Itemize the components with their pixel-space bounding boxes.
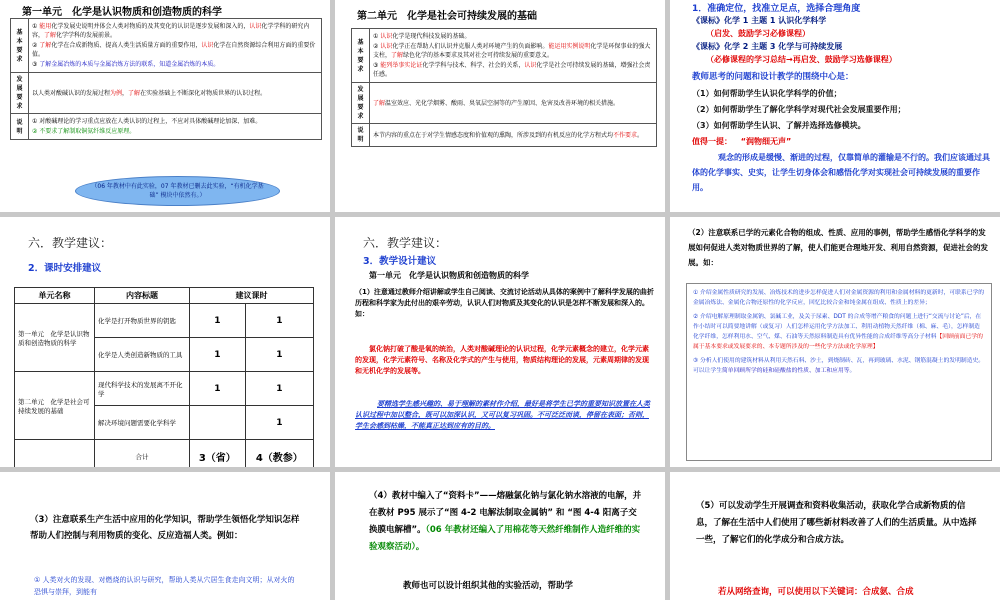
requirement-item: [32, 60, 318, 69]
requirement-text: 认识: [201, 42, 214, 49]
example-text: 【回顾前面已学的属于基本要求或发展要求的、本专题所涉及的一些化学方法或化学原理】: [693, 334, 983, 350]
paragraph-2: 要精选学生感兴趣的、易于理解的素材作介绍，最好是将学生已学的重要知识放置在人类认识过程中加以整合，既可以加深认识，又可以复习巩固。不可泛泛而谈，停留在表面；否则，学生会感到枯燥，不能真正达到应有的目的。: [355, 400, 650, 430]
requirement-text: 化学发展史说明并体会人类对物质的及其变化的认识是逐步发展和深入的，: [51, 23, 250, 30]
requirement-row: [11, 19, 322, 73]
note-ellipse: （06 年教材中有此实验，07 年教材已删去此实验，“有机化学基础” 模块中依然有。）: [75, 176, 280, 206]
row-label: 基本要求: [11, 19, 29, 73]
row-label: 发展要求: [11, 73, 29, 114]
row-content: [29, 19, 322, 73]
heading: 1．准确定位，找准立足点，选择合理角度: [692, 4, 861, 14]
requirement-item: [32, 89, 318, 98]
paragraph-1: [369, 488, 644, 556]
requirement-text: 了解: [391, 52, 404, 59]
note-quote: “润物细无声”: [740, 137, 792, 146]
requirement-item: [373, 99, 653, 108]
requirement-text: 化学学科的发展前景。: [56, 32, 117, 39]
requirement-item: [32, 127, 318, 136]
slide-schedule[interactable]: [0, 217, 330, 467]
curriculum-line: 《课标》化学 2 主题 3 化学与可持续发展: [692, 42, 843, 51]
requirement-text: 化学是环保事业的强大支柱，: [373, 43, 651, 59]
row-content: [29, 114, 322, 140]
requirement-text: 了解: [44, 32, 57, 39]
topic-cell: 化学是打开物质世界的钥匙: [95, 304, 190, 338]
requirement-text: 化学学科与技术、科学、社会的关系，: [422, 62, 525, 69]
requirement-item: [32, 22, 318, 40]
requirements-table: [10, 18, 322, 140]
slide-positioning[interactable]: [670, 0, 1000, 212]
question-item: （3）如何帮助学生认识、了解并选择选修模块。: [692, 121, 866, 130]
topic-cell: 现代科学技术的发展离不开化学: [95, 372, 190, 406]
question-list: [692, 86, 906, 134]
example-item: [693, 356, 985, 376]
empty-cell: [15, 440, 95, 468]
paragraph-1-red: 氯化钠打破了酸是氧的统治，人类对酸碱理论的认识过程，化学元素概念的建立，化学元素的发现，化学元素符号、名称及化学式的产生与使用，物质结构理论的发展，元素周期律的发现和无机化学的发展等。: [355, 345, 649, 375]
unit-title: 第二单元 化学是社会可持续发展的基础: [357, 11, 537, 22]
topic-cell: 化学是人类创造新物质的工具: [95, 338, 190, 372]
curriculum-lines: [692, 14, 897, 66]
example-text: 。: [849, 368, 856, 374]
paragraph-1-green: （06 年教材还编入了用棉花等天然纤维制作人造纤维的实验观察活动）。: [369, 525, 641, 552]
slide-survey-activity[interactable]: [670, 472, 1000, 600]
slide-design-advice[interactable]: [335, 217, 665, 467]
paragraph-2: 教师也可以设计组织其他的实验活动，帮助学: [403, 581, 574, 591]
hours-cell: 1: [190, 372, 246, 406]
requirement-text: 在实验基础上不断深化对物质世界的认识过程。: [140, 89, 267, 97]
paragraph-2: 若从网络查询，可以使用以下关键词：合成氨、合成: [718, 587, 914, 597]
table-row: [15, 372, 314, 406]
requirement-text: ③: [32, 61, 40, 68]
requirement-item: [32, 117, 318, 126]
row-label: 发展要求: [352, 83, 370, 124]
unit-title: 第一单元 化学是认识物质和创造物质的科学: [22, 7, 222, 18]
slide-production-life[interactable]: [0, 472, 330, 600]
requirement-item: [373, 131, 653, 140]
topic-cell: 解决环境问题需要化学科学: [95, 406, 190, 440]
requirement-text: ①: [32, 23, 40, 30]
paragraph-1: （5）可以发动学生开展调查和资料收集活动，获取化学合成新物质的信息，了解在生活中人们使用了哪些新材料改善了人们的生活质量。从中选择一些，了解它们的化学成分和合成方法。: [696, 501, 977, 545]
requirement-row: [352, 83, 657, 124]
question-item: （1）如何帮助学生认识化学科学的价值；: [692, 89, 842, 98]
hours-cell: 1: [245, 406, 313, 440]
row-content: [370, 124, 657, 147]
subsection-title: 2．课时安排建议: [28, 263, 102, 274]
requirement-text: 化学正在帮助人们认识并克服人类对环境产生的负面影响。: [392, 43, 549, 50]
paragraph-1: （3）注意联系生产生活中应用的化学知识，帮助学生领悟化学知识怎样帮助人们控制与利用物质的变化、反应造福人类。例如：: [30, 515, 300, 541]
requirement-text: 化学在合成新物质、提高人类生活质量方面的重要作用，: [51, 42, 202, 49]
requirement-text: ① 对酸碱理论的学习重点应放在人类认识的过程上，不应对具体酸碱理论加深、加难。: [32, 118, 262, 125]
requirement-text: 为例: [110, 89, 123, 97]
requirement-text: 了解: [39, 42, 52, 49]
example-text: 简单回顾所学的硅和硅酸盐的性质、加工和应用等: [722, 368, 850, 374]
total-hours-a: 3（省）: [190, 440, 246, 468]
note-label-line: [692, 136, 791, 147]
hours-cell: 1: [245, 372, 313, 406]
requirement-text: 了解金属冶炼的本质与金属冶炼方法的联系，知道金属冶炼的本质。: [39, 61, 220, 68]
question-item: （2）如何帮助学生了解化学科学对现代社会发展重要作用；: [692, 105, 906, 114]
requirement-text: 能运用实例说明: [548, 43, 591, 50]
requirement-text: 了解: [128, 89, 141, 97]
schedule-table: [14, 287, 314, 467]
focus-line: 教师思考的问题和设计教学的围绕中心是：: [692, 72, 854, 82]
requirement-text: 化学是现代科技发展的基础。: [392, 33, 471, 40]
requirement-row: [11, 73, 322, 114]
requirement-text: 了解: [373, 99, 386, 107]
slide-textbook-data-card[interactable]: [335, 472, 665, 600]
section-title: 六．教学建议：: [363, 236, 448, 250]
hours-cell: [190, 406, 246, 440]
requirement-text: 化学学科的研究内容，: [32, 23, 310, 39]
requirement-item: [373, 61, 653, 79]
unit-name-cell: 第二单元 化学是社会可持续发展的基础: [15, 372, 95, 440]
requirement-text: ②: [32, 42, 40, 49]
curriculum-line: 《课标》化学 1 主题 1 认识化学科学: [692, 16, 827, 25]
unit-title: 第一单元 化学是认识物质和创造物质的科学: [369, 270, 529, 280]
note-label: 值得一提：: [692, 137, 732, 146]
header-row: [15, 288, 314, 304]
requirement-item: [373, 32, 653, 41]
subsection-title: 3．教学设计建议: [363, 256, 437, 267]
hours-cell: 1: [190, 304, 246, 338]
total-hours-b: 4（教参）: [245, 440, 313, 468]
requirement-text: 不作要求: [613, 131, 638, 139]
requirement-text: 温室效应、光化学烟雾、酸雨、臭氧层空洞等的产生原因、危害及改善环境的相关措施。: [385, 99, 620, 107]
requirement-text: 化学在自然资源综合利用方面的重要价值。: [32, 42, 316, 58]
example-text: ③ 分析人们使用的建筑材料从利用天然石料、沙土，到烧制砖、瓦，再到玻璃、水泥、钢筋混凝土的发明制造史。可以让学生: [693, 358, 985, 374]
row-label: 说明: [11, 114, 29, 140]
curriculum-line: （必修课程的学习总结→再启发、鼓励学习选修课程）: [706, 55, 897, 64]
row-label: 说明: [352, 124, 370, 147]
slide-element-compounds[interactable]: [670, 217, 1000, 467]
example-text: ① 介绍金属性质研究的发展、冶炼技术的进步怎样促进人们对金属资源的利用和金属材料的更新时，可联系已学的金属冶炼法、金属化合物还原性的化学反应，回忆比较合金和纯金属在组成、性质上的差异；: [693, 290, 985, 306]
hours-cell: 1: [245, 338, 313, 372]
requirement-text: 。: [637, 131, 644, 139]
paragraph-1-text: （1）注意通过教师介绍讲解或学生自己阅读、交流讨论活动从具体的案例中了解科学发展的曲折历程和科学家为此付出的艰辛劳动，认识人们对物质及其变化的认识是怎样不断发展和深入的。如：: [355, 288, 654, 318]
example-item: [693, 288, 985, 308]
requirement-text: 能用: [39, 23, 52, 30]
table-row: [15, 304, 314, 338]
paragraph-1-text: （4）教材中编入了“资料卡”——熔融氯化钠与氯化钠水溶液的电解，并在教材 P95 展示了“图 4-2 电解法制取金属钠” 和 “图 4-4 阳离子交换膜电解槽”。: [369, 491, 642, 535]
requirement-text: 能列举事实论证: [380, 62, 423, 69]
note-body: 观念的形成是缓慢、渐进的过程，仅靠简单的灌输是不行的。我们应该通过具体的化学事实、史实，让学生切身体会和感悟化学对实现社会可持续发展的重要作用。: [692, 153, 990, 192]
requirement-text: 认识: [380, 43, 393, 50]
row-label: 基本要求: [352, 29, 370, 83]
section-title: 六．教学建议：: [28, 236, 113, 250]
requirement-text: ② 不要求了解制取铜氨纤维反应原理。: [32, 128, 136, 135]
requirement-text: 以人类对酸碱认识的发展过程: [32, 89, 111, 97]
paragraph-1: [355, 287, 655, 320]
curriculum-line: （启发、鼓励学习必修课程）: [706, 29, 810, 38]
requirement-row: [352, 124, 657, 147]
requirement-item: [373, 42, 653, 60]
examples-box: [686, 283, 992, 461]
total-row: [15, 440, 314, 468]
requirement-text: 本节内容的重点在于对学生情感态度和价值观的熏陶，所涉及到的有机反应的化学方程式均: [373, 131, 614, 139]
requirement-text: ，: [122, 89, 129, 97]
hours-cell: 1: [190, 338, 246, 372]
row-content: [29, 73, 322, 114]
column-header: 内容标题: [95, 288, 190, 304]
slide-unit1-requirements[interactable]: [0, 0, 330, 212]
requirements-table: [351, 28, 657, 147]
requirement-text: 绿色化学的基本要求及其对社会可持续发展的重要意义。: [403, 52, 554, 59]
row-content: [370, 29, 657, 83]
paragraph-1: （2）注意联系已学的元素化合物的组成、性质、应用的事例，帮助学生感悟化学科学的发展如何促进人类对物质世界的了解，使人们能更合理地开发、利用自然资源，促进社会的发展。如：: [688, 228, 988, 267]
requirement-text: 认识: [524, 62, 537, 69]
requirement-row: [352, 29, 657, 83]
column-header: 单元名称: [15, 288, 95, 304]
requirement-text: 认识: [249, 23, 262, 30]
example-text: ② 介绍电解原理制取金属钠、氯碱工业，及关于尿素、DDT 的合成等增产粮食的问题上进行“交流与讨论”后，在作小结时可以简要地讲解（或复习）人们怎样运用化学方法加工、利用动植物天然纤维（棉、麻、毛），怎样制造化学纤维，怎样利用水、空气、煤、石油等天然原料制造具有优异性能的合成纤维等高分子材料: [693, 314, 982, 340]
requirement-text: ①: [373, 33, 381, 40]
total-label: 合计: [95, 440, 190, 468]
requirement-row: [11, 114, 322, 140]
paragraph-2: ① 人类对火的发现、对燃烧的认识与研究，帮助人类从穴居生食走向文明；从对火的恐惧与崇拜，到能有: [34, 576, 295, 596]
column-header: 建议课时: [190, 288, 314, 304]
requirement-text: 认识: [380, 33, 393, 40]
unit-name-cell: 第一单元 化学是认识物质和创造物质的科学: [15, 304, 95, 372]
row-content: [370, 83, 657, 124]
requirement-text: 化学是社会可持续发展的基础，增强社会责任感。: [373, 62, 651, 78]
requirement-item: [32, 41, 318, 59]
example-item: [693, 312, 985, 352]
requirement-text: ③: [373, 62, 381, 69]
slide-unit2-requirements[interactable]: [335, 0, 665, 212]
hours-cell: 1: [245, 304, 313, 338]
requirement-text: ②: [373, 43, 381, 50]
